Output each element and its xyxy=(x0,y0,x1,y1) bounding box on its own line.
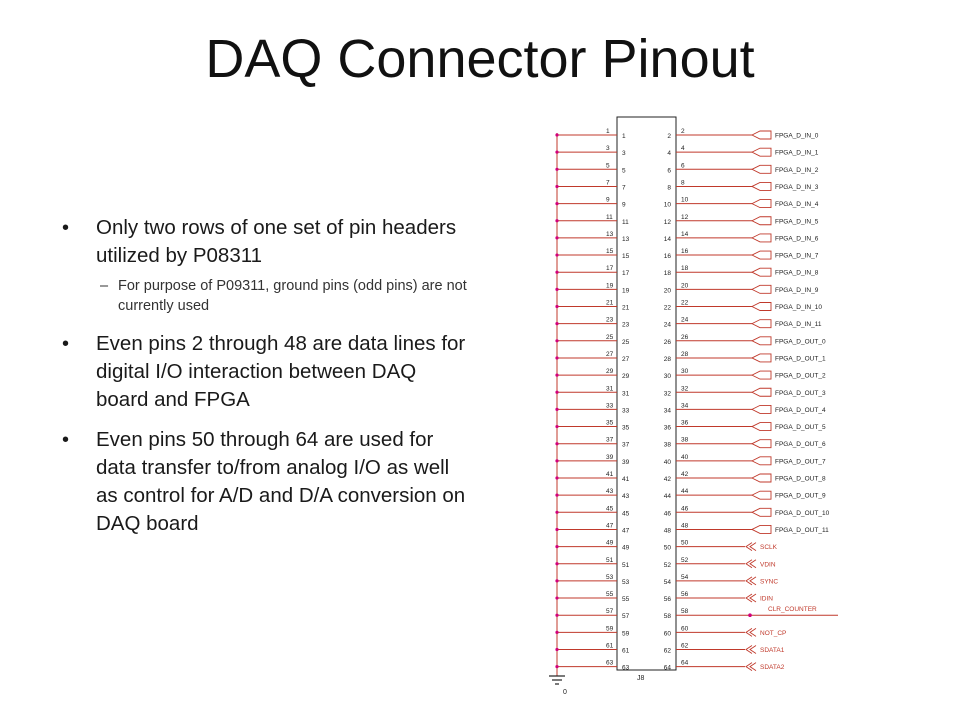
net-label: SCLK xyxy=(760,544,777,552)
even-pin-number: 32 xyxy=(681,385,689,393)
bullet-text: Even pins 2 through 48 are data lines for digital I/O interaction between DAQ board and FPGA xyxy=(96,332,466,411)
junction-dot xyxy=(555,545,558,548)
port-connector-icon xyxy=(752,371,771,379)
odd-pin-number: 15 xyxy=(606,248,614,256)
junction-dot xyxy=(555,511,558,514)
junction-dot xyxy=(555,133,558,136)
even-pin-number: 46 xyxy=(681,505,689,513)
even-pin-number: 2 xyxy=(681,128,685,135)
net-label: FPGA_D_IN_5 xyxy=(775,218,819,226)
junction-dot xyxy=(555,442,558,445)
junction-dot xyxy=(555,253,558,256)
junction-dot xyxy=(555,339,558,342)
even-pin-number: 16 xyxy=(681,248,689,256)
odd-pin-label: 47 xyxy=(622,527,630,535)
even-pin-label: 52 xyxy=(663,561,671,569)
junction-dot xyxy=(555,271,558,274)
net-label: SYNC xyxy=(760,578,779,586)
odd-pin-number: 1 xyxy=(606,128,610,135)
odd-pin-label: 7 xyxy=(622,184,626,192)
junction-dot xyxy=(555,562,558,565)
port-connector-icon xyxy=(752,303,771,311)
even-pin-label: 2 xyxy=(667,133,671,140)
net-label: NOT_CP xyxy=(760,629,787,637)
junction-dot xyxy=(748,613,752,617)
odd-pin-number: 27 xyxy=(606,350,614,358)
odd-pin-label: 41 xyxy=(622,476,630,483)
net-label: FPGA_D_IN_1 xyxy=(775,149,819,157)
port-connector-icon xyxy=(752,217,771,225)
odd-pin-label: 43 xyxy=(622,493,630,501)
even-pin-label: 36 xyxy=(663,424,671,432)
net-label: FPGA_D_OUT_3 xyxy=(775,389,826,397)
odd-pin-number: 53 xyxy=(606,573,614,581)
odd-pin-number: 45 xyxy=(606,505,614,513)
odd-pin-number: 11 xyxy=(606,213,613,221)
bullet-marker: • xyxy=(62,217,70,239)
junction-dot xyxy=(555,305,558,308)
even-pin-number: 12 xyxy=(681,213,689,221)
junction-dot xyxy=(555,596,558,599)
junction-dot xyxy=(555,614,558,617)
even-pin-label: 30 xyxy=(663,373,671,381)
port-connector-icon xyxy=(752,320,771,328)
odd-pin-label: 61 xyxy=(622,647,630,655)
port-connector-icon xyxy=(752,285,771,293)
port-connector-icon xyxy=(752,440,771,448)
port-connector-icon xyxy=(752,388,771,396)
odd-pin-number: 51 xyxy=(606,556,614,564)
offpage-connector-icon xyxy=(746,628,756,636)
even-pin-number: 40 xyxy=(681,453,689,461)
bullet-text: Only two rows of one set of pin headers utilized by P08311 xyxy=(96,216,457,267)
odd-pin-label: 45 xyxy=(622,510,630,518)
even-pin-label: 10 xyxy=(663,201,671,209)
even-pin-number: 20 xyxy=(681,282,689,290)
net-label: FPGA_D_IN_6 xyxy=(775,235,819,243)
junction-dot xyxy=(555,356,558,359)
even-pin-label: 16 xyxy=(663,253,671,261)
junction-dot xyxy=(555,476,558,479)
bullet-marker: • xyxy=(62,333,70,355)
port-connector-icon xyxy=(752,474,771,482)
even-pin-number: 60 xyxy=(681,625,689,633)
even-pin-number: 4 xyxy=(681,145,685,153)
even-pin-number: 28 xyxy=(681,350,689,358)
odd-pin-number: 21 xyxy=(606,299,614,307)
odd-pin-number: 37 xyxy=(606,436,614,444)
net-label: FPGA_D_OUT_11 xyxy=(775,526,829,534)
odd-pin-label: 3 xyxy=(622,150,626,158)
port-connector-icon xyxy=(752,405,771,413)
even-pin-number: 56 xyxy=(681,591,689,599)
even-pin-number: 42 xyxy=(681,471,689,478)
port-connector-icon xyxy=(752,525,771,533)
port-connector-icon xyxy=(752,354,771,362)
port-connector-icon xyxy=(752,251,771,259)
junction-dot xyxy=(555,391,558,394)
offpage-connector-icon xyxy=(746,663,756,671)
offpage-connector-icon xyxy=(746,646,756,654)
odd-pin-number: 39 xyxy=(606,453,614,461)
odd-pin-number: 13 xyxy=(606,230,614,238)
even-pin-label: 6 xyxy=(667,167,671,175)
odd-pin-label: 17 xyxy=(622,270,630,278)
even-pin-label: 58 xyxy=(663,613,671,621)
junction-dot xyxy=(555,288,558,291)
slide-title: DAQ Connector Pinout xyxy=(205,29,755,89)
net-label: IDIN xyxy=(760,595,773,603)
junction-dot xyxy=(555,665,558,668)
junction-dot xyxy=(555,528,558,531)
port-connector-icon xyxy=(752,491,771,499)
even-pin-number: 30 xyxy=(681,368,689,376)
odd-pin-label: 19 xyxy=(622,287,630,295)
odd-pin-number: 23 xyxy=(606,316,614,324)
net-label: FPGA_D_OUT_8 xyxy=(775,475,826,483)
junction-dot xyxy=(555,631,558,634)
bullet-marker: • xyxy=(62,429,70,451)
offpage-connector-icon xyxy=(746,577,756,585)
net-label: CLR_COUNTER xyxy=(768,606,817,614)
even-pin-number: 48 xyxy=(681,522,689,530)
odd-pin-label: 37 xyxy=(622,441,630,449)
odd-pin-label: 51 xyxy=(622,561,630,569)
sub-bullet-marker: – xyxy=(100,278,109,294)
odd-pin-label: 9 xyxy=(622,201,626,209)
even-pin-label: 24 xyxy=(663,321,671,329)
even-pin-number: 64 xyxy=(681,659,689,667)
odd-pin-number: 35 xyxy=(606,419,614,427)
net-label: VDIN xyxy=(760,561,776,569)
odd-pin-label: 27 xyxy=(622,355,630,363)
odd-pin-number: 61 xyxy=(606,642,614,650)
odd-pin-label: 25 xyxy=(622,338,630,346)
net-label: FPGA_D_OUT_6 xyxy=(775,441,826,449)
junction-dot xyxy=(555,648,558,651)
even-pin-label: 44 xyxy=(663,493,671,501)
net-label: SDATA2 xyxy=(760,664,785,672)
even-pin-number: 58 xyxy=(681,608,689,616)
bullet-text: Even pins 50 through 64 are used for data transfer to/from analog I/O as well as control for A/D and D/A conversion on DAQ board xyxy=(96,428,466,535)
even-pin-label: 42 xyxy=(663,476,671,483)
even-pin-label: 22 xyxy=(663,304,671,312)
net-label: FPGA_D_IN_4 xyxy=(775,201,819,209)
junction-dot xyxy=(555,408,558,411)
even-pin-label: 40 xyxy=(663,458,671,466)
junction-dot xyxy=(555,168,558,171)
even-pin-number: 52 xyxy=(681,556,689,564)
odd-pin-number: 17 xyxy=(606,265,614,273)
port-connector-icon xyxy=(752,337,771,345)
even-pin-number: 50 xyxy=(681,539,689,547)
offpage-connector-icon xyxy=(746,543,756,551)
odd-pin-number: 29 xyxy=(606,368,614,376)
net-label: SDATA1 xyxy=(760,647,785,654)
even-pin-label: 38 xyxy=(663,441,671,449)
even-pin-label: 46 xyxy=(663,510,671,518)
net-label: FPGA_D_OUT_7 xyxy=(775,458,826,466)
odd-pin-number: 19 xyxy=(606,282,614,290)
junction-dot xyxy=(555,219,558,222)
even-pin-number: 10 xyxy=(681,196,689,204)
port-connector-icon xyxy=(752,200,771,208)
odd-pin-number: 25 xyxy=(606,333,614,341)
net-label: FPGA_D_IN_10 xyxy=(775,304,822,311)
odd-pin-label: 33 xyxy=(622,407,630,415)
even-pin-number: 18 xyxy=(681,265,689,273)
odd-pin-number: 43 xyxy=(606,488,614,496)
even-pin-label: 26 xyxy=(663,338,671,346)
odd-pin-label: 39 xyxy=(622,458,630,466)
even-pin-number: 34 xyxy=(681,402,689,410)
odd-pin-label: 35 xyxy=(622,424,630,432)
port-connector-icon xyxy=(752,234,771,242)
even-pin-number: 8 xyxy=(681,179,685,187)
net-label: FPGA_D_OUT_5 xyxy=(775,424,826,432)
net-label: FPGA_D_OUT_0 xyxy=(775,338,826,346)
even-pin-label: 14 xyxy=(663,235,671,243)
even-pin-number: 38 xyxy=(681,436,689,444)
even-pin-label: 18 xyxy=(663,270,671,278)
net-label: FPGA_D_OUT_9 xyxy=(775,492,826,500)
even-pin-label: 20 xyxy=(663,287,671,295)
junction-dot xyxy=(555,151,558,154)
even-pin-number: 14 xyxy=(681,230,689,238)
odd-pin-label: 63 xyxy=(622,664,630,672)
net-label: FPGA_D_OUT_10 xyxy=(775,509,830,517)
junction-dot xyxy=(555,459,558,462)
junction-dot xyxy=(555,322,558,325)
even-pin-number: 6 xyxy=(681,162,685,170)
odd-pin-label: 53 xyxy=(622,578,630,586)
even-pin-number: 54 xyxy=(681,573,689,581)
port-connector-icon xyxy=(752,457,771,465)
junction-dot xyxy=(555,236,558,239)
net-label: FPGA_D_IN_7 xyxy=(775,252,819,260)
net-label: FPGA_D_IN_8 xyxy=(775,269,819,277)
odd-pin-label: 29 xyxy=(622,373,630,381)
net-label: FPGA_D_OUT_2 xyxy=(775,372,826,380)
even-pin-number: 36 xyxy=(681,419,689,427)
odd-pin-number: 7 xyxy=(606,179,610,187)
odd-pin-number: 3 xyxy=(606,145,610,153)
junction-dot xyxy=(555,579,558,582)
odd-pin-label: 1 xyxy=(622,133,626,140)
port-connector-icon xyxy=(752,165,771,173)
even-pin-number: 44 xyxy=(681,488,689,496)
even-pin-number: 26 xyxy=(681,333,689,341)
odd-pin-number: 33 xyxy=(606,402,614,410)
even-pin-label: 8 xyxy=(667,184,671,192)
even-pin-label: 34 xyxy=(663,407,671,415)
odd-pin-number: 55 xyxy=(606,591,614,599)
even-pin-number: 24 xyxy=(681,316,689,324)
even-pin-label: 50 xyxy=(663,544,671,552)
even-pin-label: 32 xyxy=(663,390,671,398)
even-pin-number: 22 xyxy=(681,299,689,307)
junction-dot xyxy=(555,494,558,497)
even-pin-label: 48 xyxy=(663,527,671,535)
odd-pin-number: 49 xyxy=(606,539,614,547)
odd-pin-number: 47 xyxy=(606,522,614,530)
connector-label: J8 xyxy=(637,675,645,682)
odd-pin-number: 5 xyxy=(606,162,610,170)
even-pin-label: 60 xyxy=(663,630,671,638)
port-connector-icon xyxy=(752,508,771,516)
net-label: FPGA_D_IN_11 xyxy=(775,321,822,329)
net-label: FPGA_D_IN_2 xyxy=(775,166,819,174)
even-pin-label: 12 xyxy=(663,218,671,226)
offpage-connector-icon xyxy=(746,560,756,568)
odd-pin-label: 11 xyxy=(622,218,629,226)
odd-pin-number: 63 xyxy=(606,659,614,667)
sub-bullet-text: For purpose of P09311, ground pins (odd pins) are not currently used xyxy=(118,278,467,314)
port-connector-icon xyxy=(752,423,771,431)
even-pin-label: 4 xyxy=(667,150,671,158)
even-pin-label: 54 xyxy=(663,578,671,586)
net-label: FPGA_D_IN_0 xyxy=(775,132,819,140)
odd-pin-number: 9 xyxy=(606,196,610,204)
even-pin-label: 56 xyxy=(663,596,671,604)
odd-pin-label: 55 xyxy=(622,596,630,604)
port-connector-icon xyxy=(752,182,771,190)
odd-pin-label: 31 xyxy=(622,390,630,398)
junction-dot xyxy=(555,425,558,428)
odd-pin-label: 15 xyxy=(622,253,630,261)
port-connector-icon xyxy=(752,268,771,276)
junction-dot xyxy=(555,374,558,377)
odd-pin-label: 49 xyxy=(622,544,630,552)
net-label: FPGA_D_IN_9 xyxy=(775,286,819,294)
odd-pin-label: 23 xyxy=(622,321,630,329)
net-label: FPGA_D_OUT_4 xyxy=(775,406,826,414)
odd-pin-label: 13 xyxy=(622,235,630,243)
even-pin-label: 64 xyxy=(663,664,671,672)
offpage-connector-icon xyxy=(746,594,756,602)
odd-pin-label: 5 xyxy=(622,167,626,175)
odd-pin-label: 59 xyxy=(622,630,630,638)
junction-dot xyxy=(555,202,558,205)
odd-pin-number: 57 xyxy=(606,608,614,616)
port-connector-icon xyxy=(752,131,771,139)
even-pin-label: 62 xyxy=(663,647,671,655)
net-label: FPGA_D_OUT_1 xyxy=(775,355,826,363)
even-pin-number: 62 xyxy=(681,642,689,650)
even-pin-label: 28 xyxy=(663,355,671,363)
port-connector-icon xyxy=(752,148,771,156)
odd-pin-label: 57 xyxy=(622,613,630,621)
odd-pin-number: 41 xyxy=(606,471,614,478)
odd-pin-number: 31 xyxy=(606,385,614,393)
net-label: FPGA_D_IN_3 xyxy=(775,183,819,191)
odd-pin-label: 21 xyxy=(622,304,630,312)
odd-pin-number: 59 xyxy=(606,625,614,633)
junction-dot xyxy=(555,185,558,188)
ground-label: 0 xyxy=(563,689,567,696)
